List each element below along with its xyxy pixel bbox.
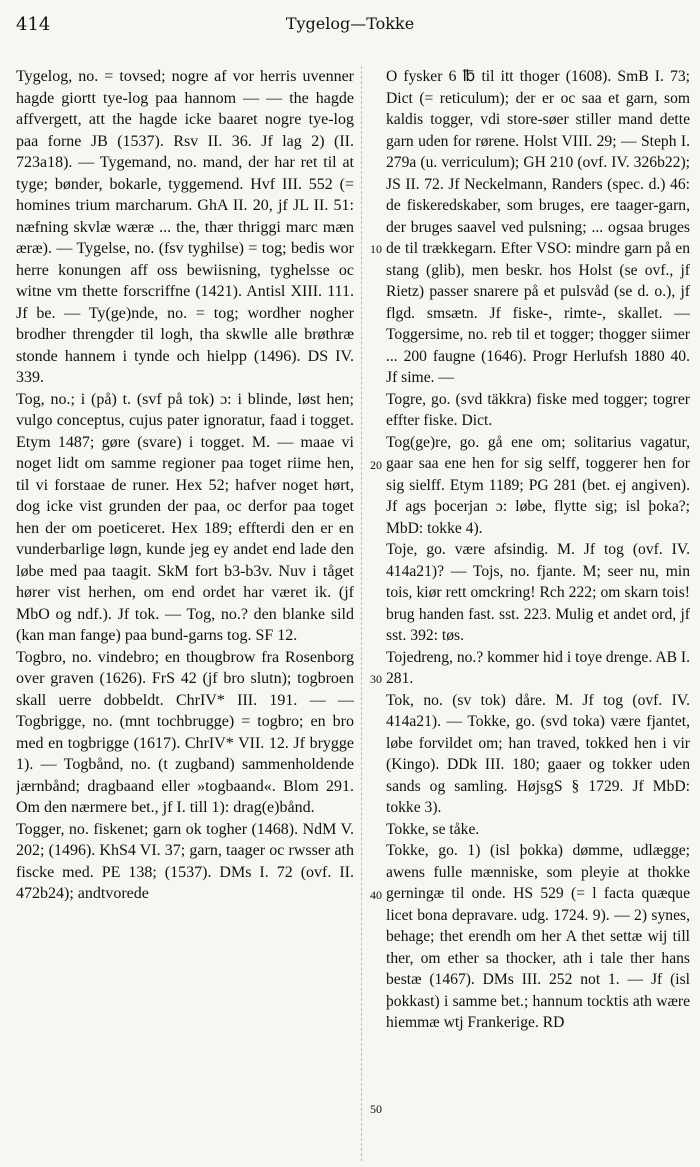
entry-tokke: Tokke, go. 1) (isl þokka) dømme, udlægge; awens fulle mænniske, som pleyie at thokke gerningæ til onde. HS 529 (= l facta quæque licet bona depravare. udg. 1724. 9). — 2) synes, behage; thet erendh om her A thet settæ wij till ther, om ether sa thocker, ath i tale ther hans bestæ (1467). DMs III. 252 not 1. — Jf (isl þokkast) i samme bet.; hannum tocktis ath wære hiemmæ wtj Frankerige. RD	[386, 842, 690, 1031]
line-number: 40	[370, 888, 382, 902]
column-divider	[361, 66, 362, 1161]
entry-tok: Tok, no. (sv tok) dåre. M. Jf tog (ovf. IV. 414a21). — Tokke, go. (svd toka) være fjantet, løbe forvildet om; han traved, tokked hen i vir (Kingo). DDk III. 180; gaaer og tokker uden sands og samling. HøjsgS § 1729. Jf MbD: tokke 3).	[386, 691, 690, 816]
left-column	[16, 66, 354, 1161]
entry-tojedreng: Tojedreng, no.? kommer hid i toye drenge. AB I. 281.	[386, 648, 690, 687]
entry-togbro: Togbro, no. vindebro; en thougbrow fra Rosenborg over graven (1626). FrS 42 (jf bro slutn); togbroen skall uerre dobbeldt. ChrIV* III. 191. — — Togbrigge, no. (mnt tochbrugge) = togbro; en bro med en togbrigge (1617). ChrIV* VII. 12. Jf brygge 1). — Togbånd, no. (t zugband) sammenholdende jærnbånd; dragbaand eller »togbaand«. Blom 291. Om den nærmere bet., jf I. till 1): drag(e)bånd.	[16, 648, 354, 816]
entry-tygelog: Tygelog, no. = tovsed; nogre af vor herris uvenner hagde giortt tye-log paa hannom — — the hagde affvergett, att the hagde icke baaret nogre tye-log paa forne JB (1537). Rsv II. 36. Jf lag 2) (II. 723a18). — Tygemand, no. mand, der har ret til at tyge; bønder, bokarle, tyggemend. Hvf III. 552 (= homines trium marcharum. GhA II. 20, jf JL II. 51: næfning skvlæ wæræ ... the, thær thriggi marc mæn æræ). — Tygelse, no. (fsv tyghilse) = tog; bedis wor herre konungen aff oss bewiisning, tyghelsse oc witne vm thette forscriffne (1421). Antisl XIII. 111. Jf be. — Ty(ge)nde, no. = tog; wordher nogher brodher threngder til logh, tha skwlle alle brøthræ stonde hannem i tynde och hielpp (1496). DS IV. 339.	[16, 68, 354, 386]
line-number: 50	[370, 1102, 382, 1116]
running-title: Tygelog—Tokke	[285, 14, 415, 33]
right-column	[386, 66, 690, 1161]
line-number: 20	[370, 458, 382, 472]
entry-togger-cont: O fysker 6 ℔ til itt thoger (1608). SmB I. 73; Dict (= reticulum); der er oc saa et garn, som kaldis togger, vdi store-søer stiller mand dette garn uden for rørene. Holst VIII. 29; — Steph I. 279a (u. verriculum); GH 210 (ovf. IV. 326b22); JS II. 72. Jf Neckelmann, Randers (spec. d.) 46: de fiskeredskaber, som bruges, ere taager-garn, der bruges saavel ved pulsning; ... ogsaa bruges de til trækkegarn. Efter VSO: mindre garn på en stang (glib), men beskr. hos Holst (se ovf., jf Rietz) passer snarere på et pulsvåd (se d. o.), jf flgd. smsætn. Jf fiske-, rimte-, skallet. — Toggersime, no. reb til et togger; thogger siimer ... 200 faugne (1646). Progr Herlufsh 1880 40. Jf sime. —	[386, 68, 690, 386]
entry-togre: Togre, go. (svd täkkra) fiske med togger; togrer effter fiske. Dict.	[386, 390, 690, 429]
entry-tokke-ref: Tokke, se tåke.	[386, 820, 480, 838]
line-number: 10	[370, 242, 382, 256]
line-number: 30	[370, 672, 382, 686]
entry-toggere: Tog(ge)re, go. gå ene om; solitarius vagatur, gaar saa ene hen for sig selff, toggerer hen for sig sielff. Etym 1189; PG 281 (bet. ej angiven). Jf ags þocerjan ɔ: løbe, flytte sig; isl þoka?; MbD: tokke 4).	[386, 433, 690, 537]
page-number: 414	[16, 14, 51, 35]
entry-tog: Tog, no.; i (på) t. (svf på tok) ɔ: i blinde, løst hen; vulgo conceptus, cujus pater ignoratur, faad i togget. Etym 1487; gøre (svare) i togget. M. — maae vi noget lidt om samme regioner paa toget riime hen, til vi forstaae de runer. Hex 52; hafver noget hørt, dog icke vist grunden der paa, oc derfor paa toget hen der om poeticeret. Hex 189; effterdi den er en vunderbarlige løgn, kunde jeg ey andet end lade den løbe med paa taagit. SkM fort b3-b3v. Nuv i tåget hører vist herhen, om end ordet har været ik. (jf MbO og ndf.). Jf tok. — Tog, no.? den blanke sild (kan man fange) paa bund-garns tog. SF 12.	[16, 390, 354, 644]
entry-togger: Togger, no. fiskenet; garn ok togher (1468). NdM V. 202; (1496). KhS4 VI. 37; garn, taager oc rwsser ath fiscke med. PE 138; (1537). DMs I. 72 (ovf. II. 472b24); andtvorede	[16, 820, 354, 902]
entry-toje: Toje, go. være afsindig. M. Jf tog (ovf. IV. 414a21)? — Tojs, no. fjante. M; seer nu, min tois, kiør rett omckring! Rch 222; om skarn tois! brug handen fast. sst. 223. Mulig et andet ord, jf sst. 392: tøs.	[386, 541, 690, 644]
page-header	[16, 14, 684, 46]
